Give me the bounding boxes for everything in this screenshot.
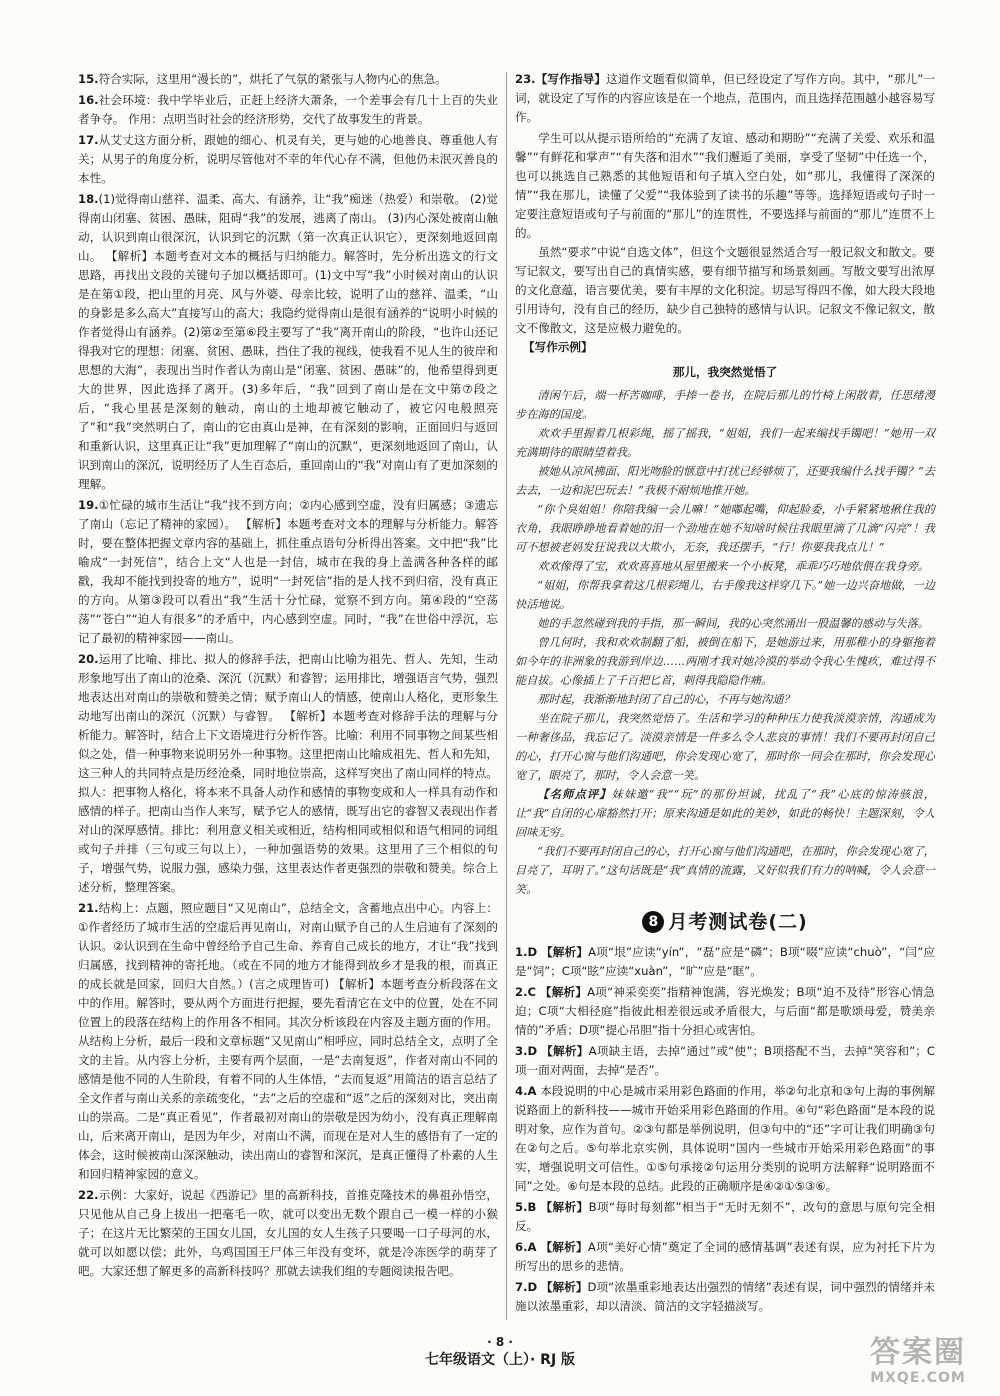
item-number: 18. bbox=[78, 192, 99, 206]
item-number: 15. bbox=[78, 72, 99, 86]
item-text: 结构上：点题，照应题目“又见南山”，总结全文，含蓄地点出中心。内容上：①作者经历了城市生活的空虚后再见南山，对南山赋予自己的人生启迪有了深刻的认识。②认识到在生命中曾经给予自己生命、养育自己成长的地方，才让“我”找到归属感，找到精神的寄托地。（或在不同的地方才能得到故乡才是我的根，而真正的成长就是回家，回归大自然。）(言之成理皆可) 【解析】本题考查分析段落在文中的作用。解答时，要从两个方面进行把握，要先看清它在文中的位置，处在不同位置上的段落在结构上的作用各不相同。其次分析该段在内容及主题方面的作用。从结构上分析，最后一段和文章标题“又见南山”相呼应，同时总结全文，点明了全文的主旨。从内容上分析，主要有两个层面，一是“去南复返”，作者对南山不同的感情是他不同的人生阶段，有着不同的人生体悟，“去而复返”用简洁的语言总结了全文作者与南山关系的亲疏变化，“去”之后的空虚和“返”之后的深刻对比，突出南山的崇高。二是“真正看见”，作者最初对南山的崇敬是因为幼小，没有真正理解南山，后来离开南山，是因为年少，对南山不满，而现在是对人生的感悟有了一定的体会，这时候被南山深深触动，读出南山的睿智和深沉，是真正懂得了朴素的人生和回归精神家园的意义。 bbox=[78, 901, 498, 1181]
answer-item-23 bbox=[515, 70, 935, 127]
essay-paragraph: 欢欢像得了宝，欢欢喜喜地从屋里搬来一个小板凳，乖乖巧巧地依偎在我身旁。 bbox=[537, 560, 929, 573]
item-text: 运用了比喻、排比、拟人的修辞手法，把南山比喻为祖先、哲人、先知，生动形象地写出了南山的沧桑、深沉（沉默）和睿智；运用排比，增强语言气势，强烈地表达出对南山的崇敬和赞美之情；赋予南山人的情感，使南山人格化，更形象生动地写出南山的深沉（沉默）与睿智。 【解析】本题考查对修辞手法的理解与分析能力。解答时，结合上下文语境进行分析作答。比喻：利用不同事物之间某些相似之处，借一种事物来说明另外一种事物。这里把南山比喻成祖先、哲人和先知，这三种人的共同特点是历经沧桑，同时地位崇高，这样写突出了南山同样的特点。拟人：把事物人格化，将本来不具备人动作和感情的事物变成和人一样具有动作和感情的样子。把南山当作人来写，赋予它人的感情，既写出它的睿智又表现出作者对山的深厚感情。排比：利用意义相关或相近，结构相同或相似和语气相同的词组或句子并排（三句或三句以上），一种加强语势的效果。这里用了三个相似的句子，增强气势，说服力强，感染力强，这里表达作者更强烈的崇敬和赞美。综合上述分析，整理答案。 bbox=[78, 652, 498, 894]
essay-paragraph: 清闲午后，端一杯苦咖啡，手捧一卷书，在院后那儿的竹椅上闲散着，任思绪漫步在海的国度。 bbox=[515, 389, 935, 421]
answer-n: 7. bbox=[515, 1280, 528, 1294]
answer-item bbox=[78, 496, 498, 648]
answer-n: 3. bbox=[515, 1044, 528, 1058]
essay-paragraph: “姐姐，你帮我拿着这几根彩绳儿，右手像我这样穿几下。”她一边兴奋地做，一边快活地说。 bbox=[515, 579, 935, 611]
answer-item bbox=[78, 70, 498, 89]
answer-ans: D bbox=[527, 1280, 538, 1294]
writing-guide-tag: 【写作指导】 bbox=[535, 72, 607, 86]
answer-item bbox=[78, 899, 498, 1184]
exam-number-badge: 8 bbox=[642, 911, 664, 933]
answer-item bbox=[78, 131, 498, 188]
left-column bbox=[78, 70, 498, 1283]
answer-text: B项“每时每刻都”相当于“无时无刻不”，改句的意思与原句完全相反。 bbox=[515, 1200, 935, 1233]
item-number: 21. bbox=[78, 901, 99, 915]
answer-tag: 【解析】 bbox=[540, 945, 589, 959]
item-number: 22. bbox=[78, 1188, 99, 1202]
exam-title: 月考测试卷(二) bbox=[668, 910, 808, 933]
answer-text: A项“神采奕奕”指精神饱满，容光焕发；B项“迫不及待”形容心情急迫；C项“大相径庭”指彼此相差很远或矛盾很大，与后面“都是歌颂母爱，赞美亲情的”矛盾；D项“提心吊胆”指十分担心或害怕。 bbox=[515, 985, 935, 1037]
answer-text: A项“垠”应读“yín”，“磊”应是“磷”；B项“啜”应读“chuò”，“闫”应是“饲”；C项“眩”应读“xuàn”，“旷”应是“眶”。 bbox=[515, 945, 935, 978]
answer-ans: A bbox=[527, 1084, 537, 1098]
answer-item bbox=[78, 91, 498, 129]
sample-tag: 【写作示例】 bbox=[523, 340, 593, 354]
answer-n: 6. bbox=[515, 1240, 528, 1254]
answer-item bbox=[78, 1186, 498, 1281]
answer-text: A项“美好心情”奠定了全词的感情基调”表述有误，应为衬托下片为所写出的思乡的悲情。 bbox=[515, 1240, 936, 1273]
essay-paragraph: 欢欢手里握着几根彩绳，摇了摇我，“姐姐，我们一起来编找手镯吧！”她用一双充满期待的眼睛望着我。 bbox=[515, 427, 935, 459]
answer-tag: 【解析】 bbox=[541, 1044, 589, 1058]
answer-ans: C bbox=[527, 985, 536, 999]
essay-paragraph: 那时起，我渐渐地封闭了自己的心，不再与她沟通？ bbox=[537, 693, 795, 706]
answer-tag: 【解析】 bbox=[539, 985, 588, 999]
answer-tag: 【解析】 bbox=[540, 1240, 588, 1254]
watermark-text: 答案圈 bbox=[870, 1335, 966, 1370]
right-column bbox=[515, 70, 935, 1318]
answer-ans: D bbox=[527, 945, 538, 959]
multiple-choice-answer bbox=[515, 983, 935, 1040]
item-text: 符合实际，这里用“漫长的”，烘托了气氛的紧张与人物内心的焦急。 bbox=[98, 72, 447, 86]
item-text: ①忙碌的城市生活让“我”找不到方向；②内心感到空虚，没有归属感；③遗忘了南山（忘记了精神的家园）。 【解析】本题考查对文本的理解与分析能力。解答时，要在整体把握文章内容的基础上，抓住重点语句分析得出答案。文中把“我”比喻成“一封死信”，结合上文“人也是一封信，城市在我的身上盖满各种各样的邮戳，我却不能找到投寄的地方”，说明“一封死信”指的是人找不到归宿，没有真正的方向。从第③段可以看出“我”生活十分忙碌，觉察不到方向。第④段的“空荡荡”“苍白”“迫人有很多”的矛盾中，内心感到空虚。同时，“我”在世俗中浮沉，忘记了最初的精神家园——南山。 bbox=[78, 498, 498, 645]
answer-ans: A bbox=[527, 1240, 537, 1254]
essay-paragraph: 她的手忽然碰到我的手指，那一瞬间，我的心突然涌出一股温馨的感动与失落。 bbox=[537, 617, 929, 630]
answer-ans: B bbox=[527, 1200, 537, 1214]
answer-ans: D bbox=[527, 1044, 538, 1058]
item-number: 19. bbox=[78, 498, 99, 512]
sample-essay bbox=[515, 386, 935, 899]
item-number: 20. bbox=[78, 652, 99, 666]
item-text: 社会环境：我中学毕业后，正赶上经济大萧条，一个差事会有几十上百的失业者争夺。 作用：点明当时社会的经济形势，交代了故事发生的背景。 bbox=[78, 93, 498, 126]
multiple-choice-answer bbox=[515, 1042, 935, 1080]
answer-n: 4. bbox=[515, 1084, 528, 1098]
guide-paragraph: 虽然“要求”中说“自选文体”，但这个文题很显然适合写一般记叙文和散文。要写记叙文，要写出自己的真情实感，要有细节描写和场景刻画。写散文要写出浓厚的文化意蕴，语言要优美，要有丰厚的文化积淀。切忌写得四不像，如大段大段地引用诗句，没有自己的经历，缺少自己独特的感情与认识。记叙文不像记叙文，散文不像散文，这是应极力避免的。 bbox=[515, 245, 935, 335]
item-number: 17. bbox=[78, 133, 99, 147]
answer-text: A项缺主语，去掉“通过”或“使”；B项搭配不当，去掉“笑容和”；C项一面对两面，去掉“是否”。 bbox=[515, 1044, 935, 1077]
essay-paragraph: 被她从凉风拂面、阳光吻脸的惬意中打扰已经够烦了，还要我编什么找手镯？“去去去，一边和泥巴玩去！”我极不耐烦地推开她。 bbox=[515, 465, 935, 497]
answers-list bbox=[515, 943, 935, 1316]
answer-n: 1. bbox=[515, 945, 528, 959]
answer-n: 5. bbox=[515, 1200, 528, 1214]
multiple-choice-answer bbox=[515, 1082, 935, 1196]
sample-essay-title: 那儿，我突然觉悟了 bbox=[672, 365, 778, 379]
watermark-url: MXQE.COM bbox=[870, 1370, 966, 1386]
multiple-choice-answer bbox=[515, 943, 935, 981]
watermark-logo bbox=[848, 1336, 988, 1392]
teacher-comment-text: 妹妹邀“我”“玩”的那份坦诚，扰乱了“我”心底的惊涛骇浪，让“我”自闭的心扉豁然打开；原来沟通是如此的美妙，如此的畅快！主题深刻，令人回味无穷。 bbox=[515, 788, 935, 839]
answer-n: 2. bbox=[515, 985, 528, 999]
book-label: 七年级语文（上）· RJ 版 bbox=[424, 1352, 576, 1368]
item-number: 16. bbox=[78, 93, 99, 107]
teacher-comment bbox=[515, 785, 935, 842]
essay-paragraph: 曾几何时，我和欢欢制翻了船，被倒在船下，是她游过来，用那稚小的身躯拖着如今年的非洲象的我游到岸边……两刚才我对她冷漠的举动令我心生愧疚，难过得不能自拔。心像插上了千百把匕首，刺得我隐隐作痛。 bbox=[515, 636, 935, 687]
exam-banner bbox=[515, 909, 935, 935]
item-number: 23. bbox=[515, 72, 536, 86]
answer-item bbox=[78, 650, 498, 897]
answer-tag: 【解析】 bbox=[540, 1280, 588, 1294]
multiple-choice-answer bbox=[515, 1278, 935, 1316]
column-divider bbox=[506, 72, 507, 1320]
essay-closing: “我们不要再封闭自己的心，打开心窗与他们沟通吧，在那时，你会发现心宽了，目亮了，耳明了。”这句话既是“我”真情的流露，又好似我们有力的呐喊，令人会意一笑。 bbox=[515, 845, 935, 896]
page-number: · 8 · bbox=[487, 1335, 513, 1349]
teacher-comment-tag: 【名师点评】 bbox=[537, 787, 612, 801]
answer-text: D项“浓墨重彩地表达出强烈的情绪”表述有误，词中强烈的情绪并未施以浓墨重彩，却以清淡、简洁的文字轻描淡写。 bbox=[515, 1280, 935, 1313]
answer-item bbox=[78, 190, 498, 494]
answer-tag: 【解析】 bbox=[540, 1200, 589, 1214]
essay-paragraph: “你个臭姐姐！你陪我编一会儿嘛！”她嘟起嘴，仰起脸委，小手紧紧地揪住我的衣角，我眼睁睁地看着她的泪一个劲地在她不知啥时候往我眼里滴了几滴“闪亮”！我可不想被老妈发狂说我以大欺小，无奈，我还摆手，“行！你要我我点儿！” bbox=[515, 503, 935, 554]
multiple-choice-answer bbox=[515, 1238, 935, 1276]
multiple-choice-answer bbox=[515, 1198, 935, 1236]
item-text: 这道作文题看似简单，但已经设定了写作方向。其中，“那儿”一词，就设定了写作的内容应该是在一个地点，范围内，而且选择范围越小越容易写作。 bbox=[515, 72, 935, 124]
guide-paragraph: 学生可以从提示语所给的“充满了友谊、感动和期盼”“充满了关爱、欢乐和温馨”“有鲜花和掌声”“有失落和泪水”“我们邂逅了美丽，享受了坚韧”中任选一个，也可以挑选自己熟悉的其他短语和句子填入空白处，如“那儿，我懂得了深深的情”“我在那儿，读懂了父爱”“我体验到了读书的乐趣”等等。选择短语或句子时一定要注意短语或句子与前面的“那儿”的连贯性，不要选择与前面的“那儿”连贯不上的。 bbox=[515, 131, 935, 240]
item-text: 示例：大家好，说起《西游记》里的高新科技，首推克隆技术的鼻祖孙悟空，只见他从自己身上拔出一把毫毛一吹，就可以变出无数个跟自己一模一样的小猴子；在这片无比繁荣的王国女儿国，女儿国的女人生孩子只要喝一口子母河的水，就可以如愿以偿；此外，乌鸡国国王尸体三年没有变坏，就是冷冻医学的萌芽了吧。大家还想了解更多的高新科技吗？那就去读我们组的专题阅读报告吧。 bbox=[78, 1188, 498, 1278]
essay-paragraph: 坐在院子那儿，我突然觉悟了。生活和学习的种种压力使我淡漠亲情，沟通成为一种奢侈品，我忘记了。淡漠亲情是一件多么令人悲哀的事情！我们不要再封闭自己的心，打开心窗与他们沟通吧，你会发现心宽了，那时你一同会在那时，你会发现心宽了，眼亮了，那时，令人会意一笑。 bbox=[515, 712, 935, 782]
item-text: (1)觉得南山慈祥、温柔、高大、有涵养，让“我”痴迷（热爱）和崇敬。 (2)觉得南山闭塞、贫困、愚昧，阻碍“我”的发展，逃离了南山。 (3)内心深处被南山触动，认识到南山很深沉，认识到它的沉默（第一次真正认识它），更深刻地返回南山。 【解析】本题考查对文本的概括与归纳能力。解答时，先分析出选文的行文思路，再找出文段的关键句子加以概括即可。(1)文中写“我”小时候对南山的认识是在第①段，把山里的月亮、风与外婆、母亲比较，说明了山的慈祥、温柔，“山的身影是多么高大”直接写山的高大；我隐约觉得南山是很有涵养的“说明小时候的作者觉得山有涵养。(2)第②至第⑥段主要写了“我”离开南山的阶段，“也许山还记得我对它的理想：闭塞、贫困、愚昧，挡住了我的视线，使我看不见人生的彼岸和思想的大海”，表现出当时作者认为南山是“闭塞、贫困、愚昧”的，他希望得到更大的世界，因此选择了离开。(3)多年后，“我”回到了南山是在文中第⑦段之后，“我心里甚是深刻的触动，南山的土地却被它触动了，被它闪电般照亮了”和“我”突然明白了，南山的它由真山是神，在有深刻的影响，正面回归与返回和重新认识，这里真正让“我”更加理解了“南山的沉默”，更深刻地返回了南山，认识到南山的深沉，说明经历了人生百态后，重回南山的“我”对南山有了更加深刻的理解。 bbox=[78, 192, 498, 491]
answer-text: 本段说明的中心是城市采用彩色路面的作用，举②句北京和③句上海的事例解说路面上的新科技——城市开始采用彩色路面的作用。④句“彩色路面”是本段的说明对象，应作为首句。②③句都是举例说明，但③句中的“还”字可让我们明确③句在②句之后。⑤句举北京实例，具体说明“国内一些城市开始采用彩色路面”的事实，增强说明文可信性。①⑤句承接②句运用分类别的说明方法解释“说明路面不同”之处。⑥句是本段的总结。此段的正确顺序是④②①⑤③⑥。 bbox=[515, 1084, 935, 1193]
item-text: 从艾丈这方面分析，跟她的细心、机灵有关，更与她的心地善良、尊重他人有关；从男子的角度分析，说明尽管他对不幸的年代心存不满，但他仍未泯灭善良的本性。 bbox=[78, 133, 498, 185]
